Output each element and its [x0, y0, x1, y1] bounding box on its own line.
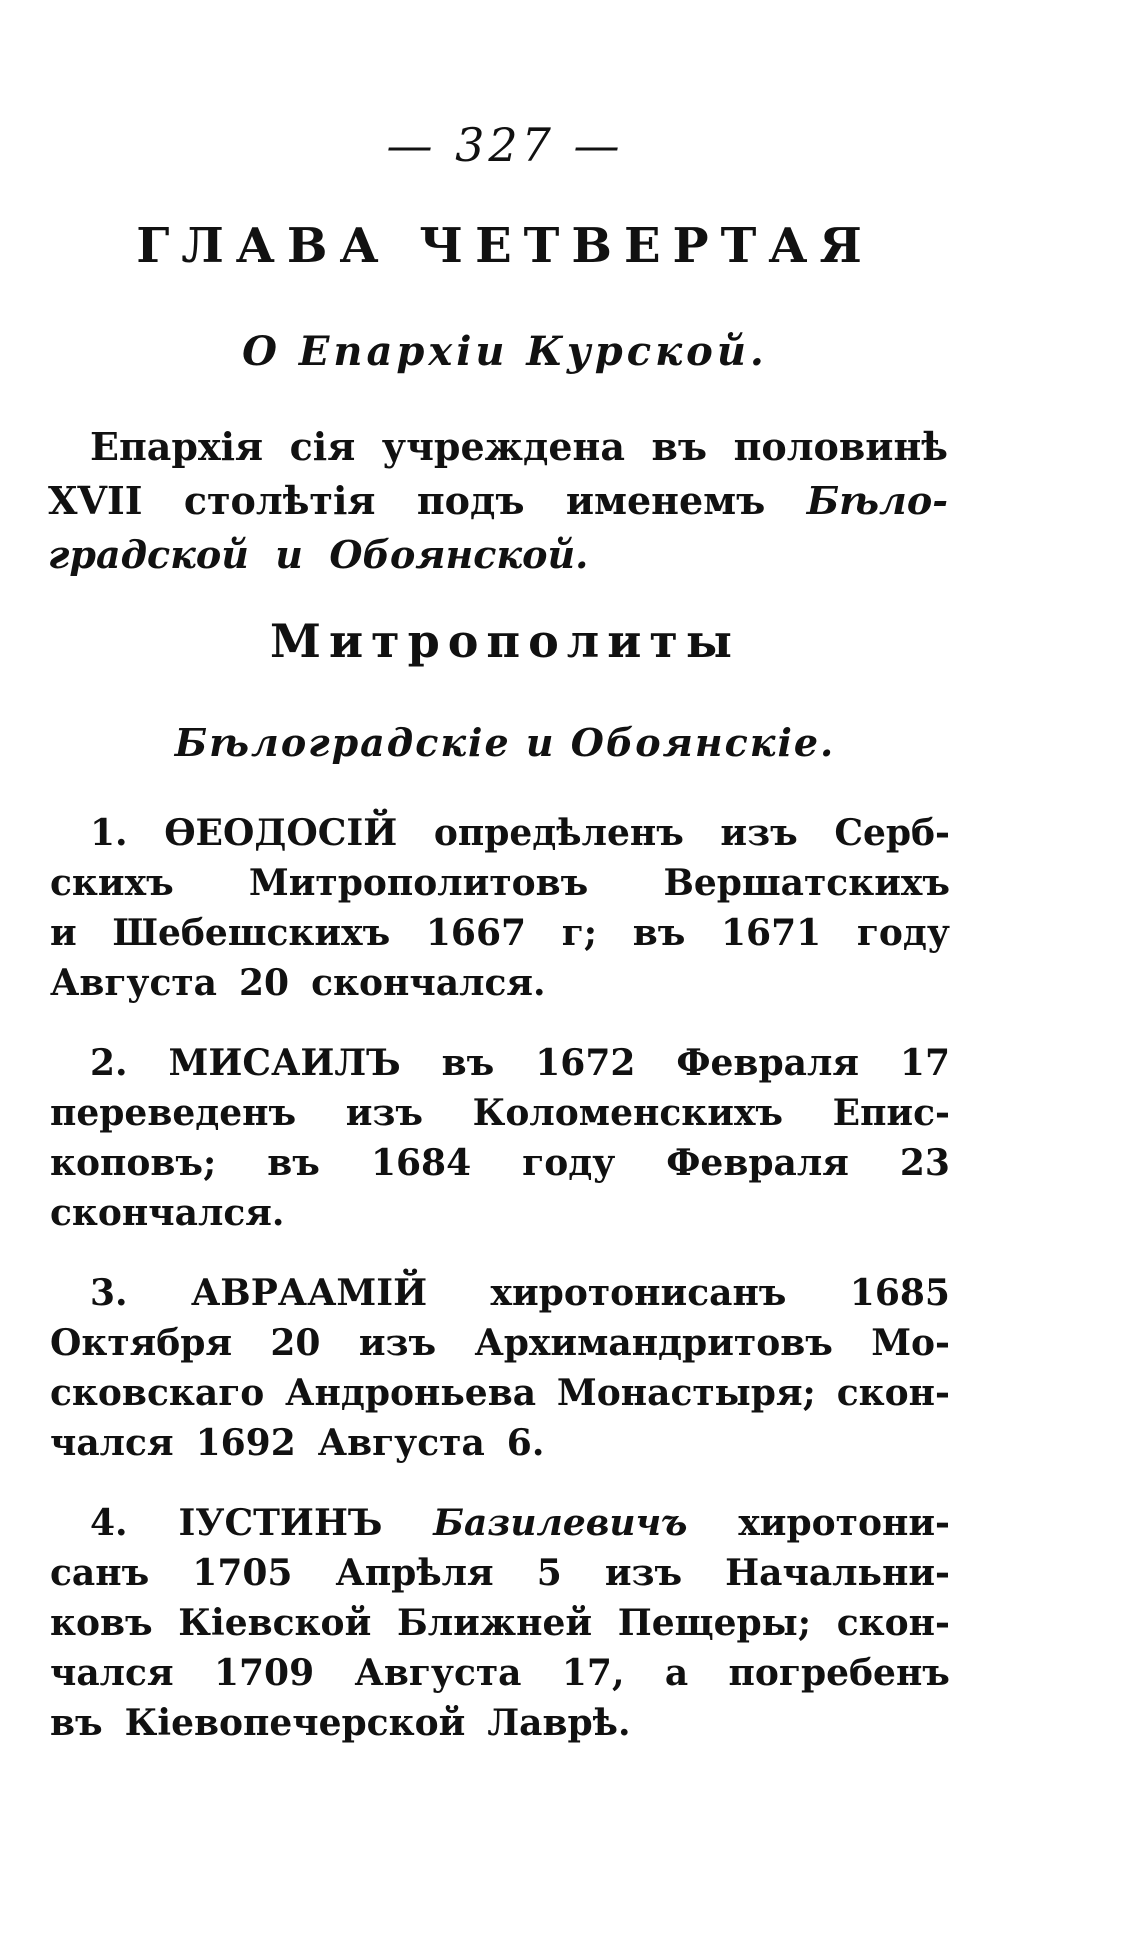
entry-word: Кiевской — [178, 1602, 372, 1644]
entry-word: году — [856, 912, 950, 954]
entry-word: Коломенскихъ — [472, 1092, 784, 1134]
chapter-title: ГЛАВА ЧЕТВЕРТАЯ — [136, 218, 874, 274]
entry-line — [50, 1418, 950, 1468]
entry-word: въ — [50, 1702, 103, 1744]
intro-word: въ — [651, 424, 708, 469]
entry-word: въ — [267, 1142, 320, 1184]
entry-word: Базилевичъ — [433, 1502, 688, 1544]
entry-line — [50, 958, 950, 1008]
entry-word: Мо- — [871, 1322, 950, 1364]
entry-word: 6. — [506, 1422, 545, 1464]
chapter-subtitle: О Епархiи Курской. — [242, 328, 768, 375]
entry-line — [50, 808, 950, 858]
entry-word: 1684 — [370, 1142, 472, 1184]
intro-word: Бѣло- — [806, 478, 948, 523]
entry-word: 2. — [90, 1042, 128, 1084]
intro-line — [48, 474, 948, 528]
entry-word: погребенъ — [728, 1652, 950, 1694]
entry-word: IУСТИНЪ — [178, 1502, 383, 1544]
entry-item — [50, 1498, 950, 1748]
entry-word: изъ — [345, 1092, 424, 1134]
intro-word: учреждена — [381, 424, 625, 469]
entry-line — [50, 1188, 950, 1238]
intro-word: Обоянской. — [329, 532, 589, 577]
entry-word: Шебешскихъ — [112, 912, 391, 954]
intro-word: сiя — [289, 424, 356, 469]
entry-word: Пещеры; — [617, 1602, 812, 1644]
intro-word: Епархiя — [90, 424, 264, 469]
entry-word: АВРААМIЙ — [190, 1272, 428, 1314]
entry-word: Лаврѣ. — [487, 1702, 631, 1744]
entry-word: хиротонисанъ — [490, 1272, 787, 1314]
entry-word: сковскаго — [50, 1372, 265, 1414]
entry-word: 1. — [90, 812, 128, 854]
entry-word: Митрополитовъ — [248, 862, 589, 904]
entry-word: 1671 — [720, 912, 822, 954]
entry-word: скончался. — [311, 962, 546, 1004]
entry-word: Серб- — [834, 812, 950, 854]
entry-word: хиротони- — [738, 1502, 950, 1544]
intro-paragraph — [48, 420, 948, 582]
entry-line — [50, 1648, 950, 1698]
section-title: Митрополиты — [270, 614, 740, 668]
entry-line — [50, 1368, 950, 1418]
entry-word: 1709 — [213, 1652, 315, 1694]
entry-item — [50, 808, 950, 1008]
entry-item — [50, 1038, 950, 1238]
section-subtitle: Бѣлоградскiе и Обоянскiе. — [174, 720, 836, 765]
entry-word: коповъ; — [50, 1142, 217, 1184]
entry-word: 20 — [239, 962, 290, 1004]
entry-word: 17 — [899, 1042, 950, 1084]
entry-word: чался — [50, 1652, 174, 1694]
entry-item — [50, 1268, 950, 1468]
entry-line — [50, 908, 950, 958]
entry-line — [50, 858, 950, 908]
entry-word: санъ — [50, 1552, 150, 1594]
entry-word: Начальни- — [725, 1552, 950, 1594]
entry-word: Андроньева — [285, 1372, 537, 1414]
entry-word: скихъ — [50, 862, 174, 904]
entry-word: 4. — [90, 1502, 128, 1544]
entry-word: Апрѣля — [335, 1552, 494, 1594]
entry-word: 23 — [899, 1142, 950, 1184]
entry-word: Вершатскихъ — [663, 862, 950, 904]
intro-word: столѣтiя — [183, 478, 376, 523]
entry-line — [50, 1038, 950, 1088]
entry-word: Августа — [317, 1422, 485, 1464]
entry-line — [50, 1498, 950, 1548]
entry-word: 1705 — [192, 1552, 293, 1594]
entry-word: Епис- — [832, 1092, 950, 1134]
entry-word: Кiевопечерской — [124, 1702, 466, 1744]
entry-word: Февраля — [676, 1042, 859, 1084]
entry-word: Архимандритовъ — [474, 1322, 833, 1364]
entry-word: 1667 — [425, 912, 527, 954]
entry-line — [50, 1548, 950, 1598]
entry-line — [50, 1088, 950, 1138]
entry-word: 1692 — [195, 1422, 296, 1464]
intro-line — [48, 528, 948, 582]
intro-word: и — [275, 532, 303, 577]
entry-word: Августа — [50, 962, 217, 1004]
entry-word: въ — [441, 1042, 495, 1084]
entry-word: а — [664, 1652, 689, 1694]
intro-word: градской — [48, 532, 249, 577]
entries-list — [50, 808, 950, 1778]
entry-line — [50, 1138, 950, 1188]
entry-word: году — [522, 1142, 616, 1184]
entry-line — [50, 1318, 950, 1368]
entry-word: скон- — [836, 1602, 950, 1644]
entry-line — [50, 1698, 950, 1748]
entry-word: переведенъ — [50, 1092, 297, 1134]
entry-word: скончался. — [50, 1192, 285, 1234]
entry-word: г; — [561, 912, 598, 954]
entry-line — [50, 1268, 950, 1318]
entry-word: ѲЕОДОСIЙ — [164, 812, 398, 854]
entry-word: изъ — [358, 1322, 437, 1364]
entry-word: и — [50, 912, 77, 954]
intro-line — [48, 420, 948, 474]
entry-word: 3. — [90, 1272, 128, 1314]
entry-word: 17, — [561, 1652, 625, 1694]
intro-word: подъ — [416, 478, 525, 523]
entry-word: Октября — [50, 1322, 233, 1364]
entry-word: Февраля — [666, 1142, 849, 1184]
entry-word: изъ — [604, 1552, 683, 1594]
entry-word: 20 — [270, 1322, 321, 1364]
entry-word: 1685 — [849, 1272, 950, 1314]
entry-word: въ — [632, 912, 686, 954]
entry-word: МИСАИЛЪ — [168, 1042, 401, 1084]
entry-word: чался — [50, 1422, 174, 1464]
page-number: — 327 — — [386, 118, 624, 172]
entry-line — [50, 1598, 950, 1648]
intro-word: именемъ — [565, 478, 766, 523]
entry-word: Августа — [354, 1652, 522, 1694]
intro-word: XVII — [48, 478, 143, 523]
entry-word: опредѣленъ — [433, 812, 684, 854]
entry-word: изъ — [720, 812, 798, 854]
intro-word: половинѣ — [733, 424, 948, 469]
entry-word: 1672 — [535, 1042, 636, 1084]
entry-word: 5 — [536, 1552, 562, 1594]
entry-word: Монастыря; — [556, 1372, 816, 1414]
entry-word: скон- — [836, 1372, 950, 1414]
entry-word: ковъ — [50, 1602, 153, 1644]
entry-word: Ближней — [396, 1602, 593, 1644]
